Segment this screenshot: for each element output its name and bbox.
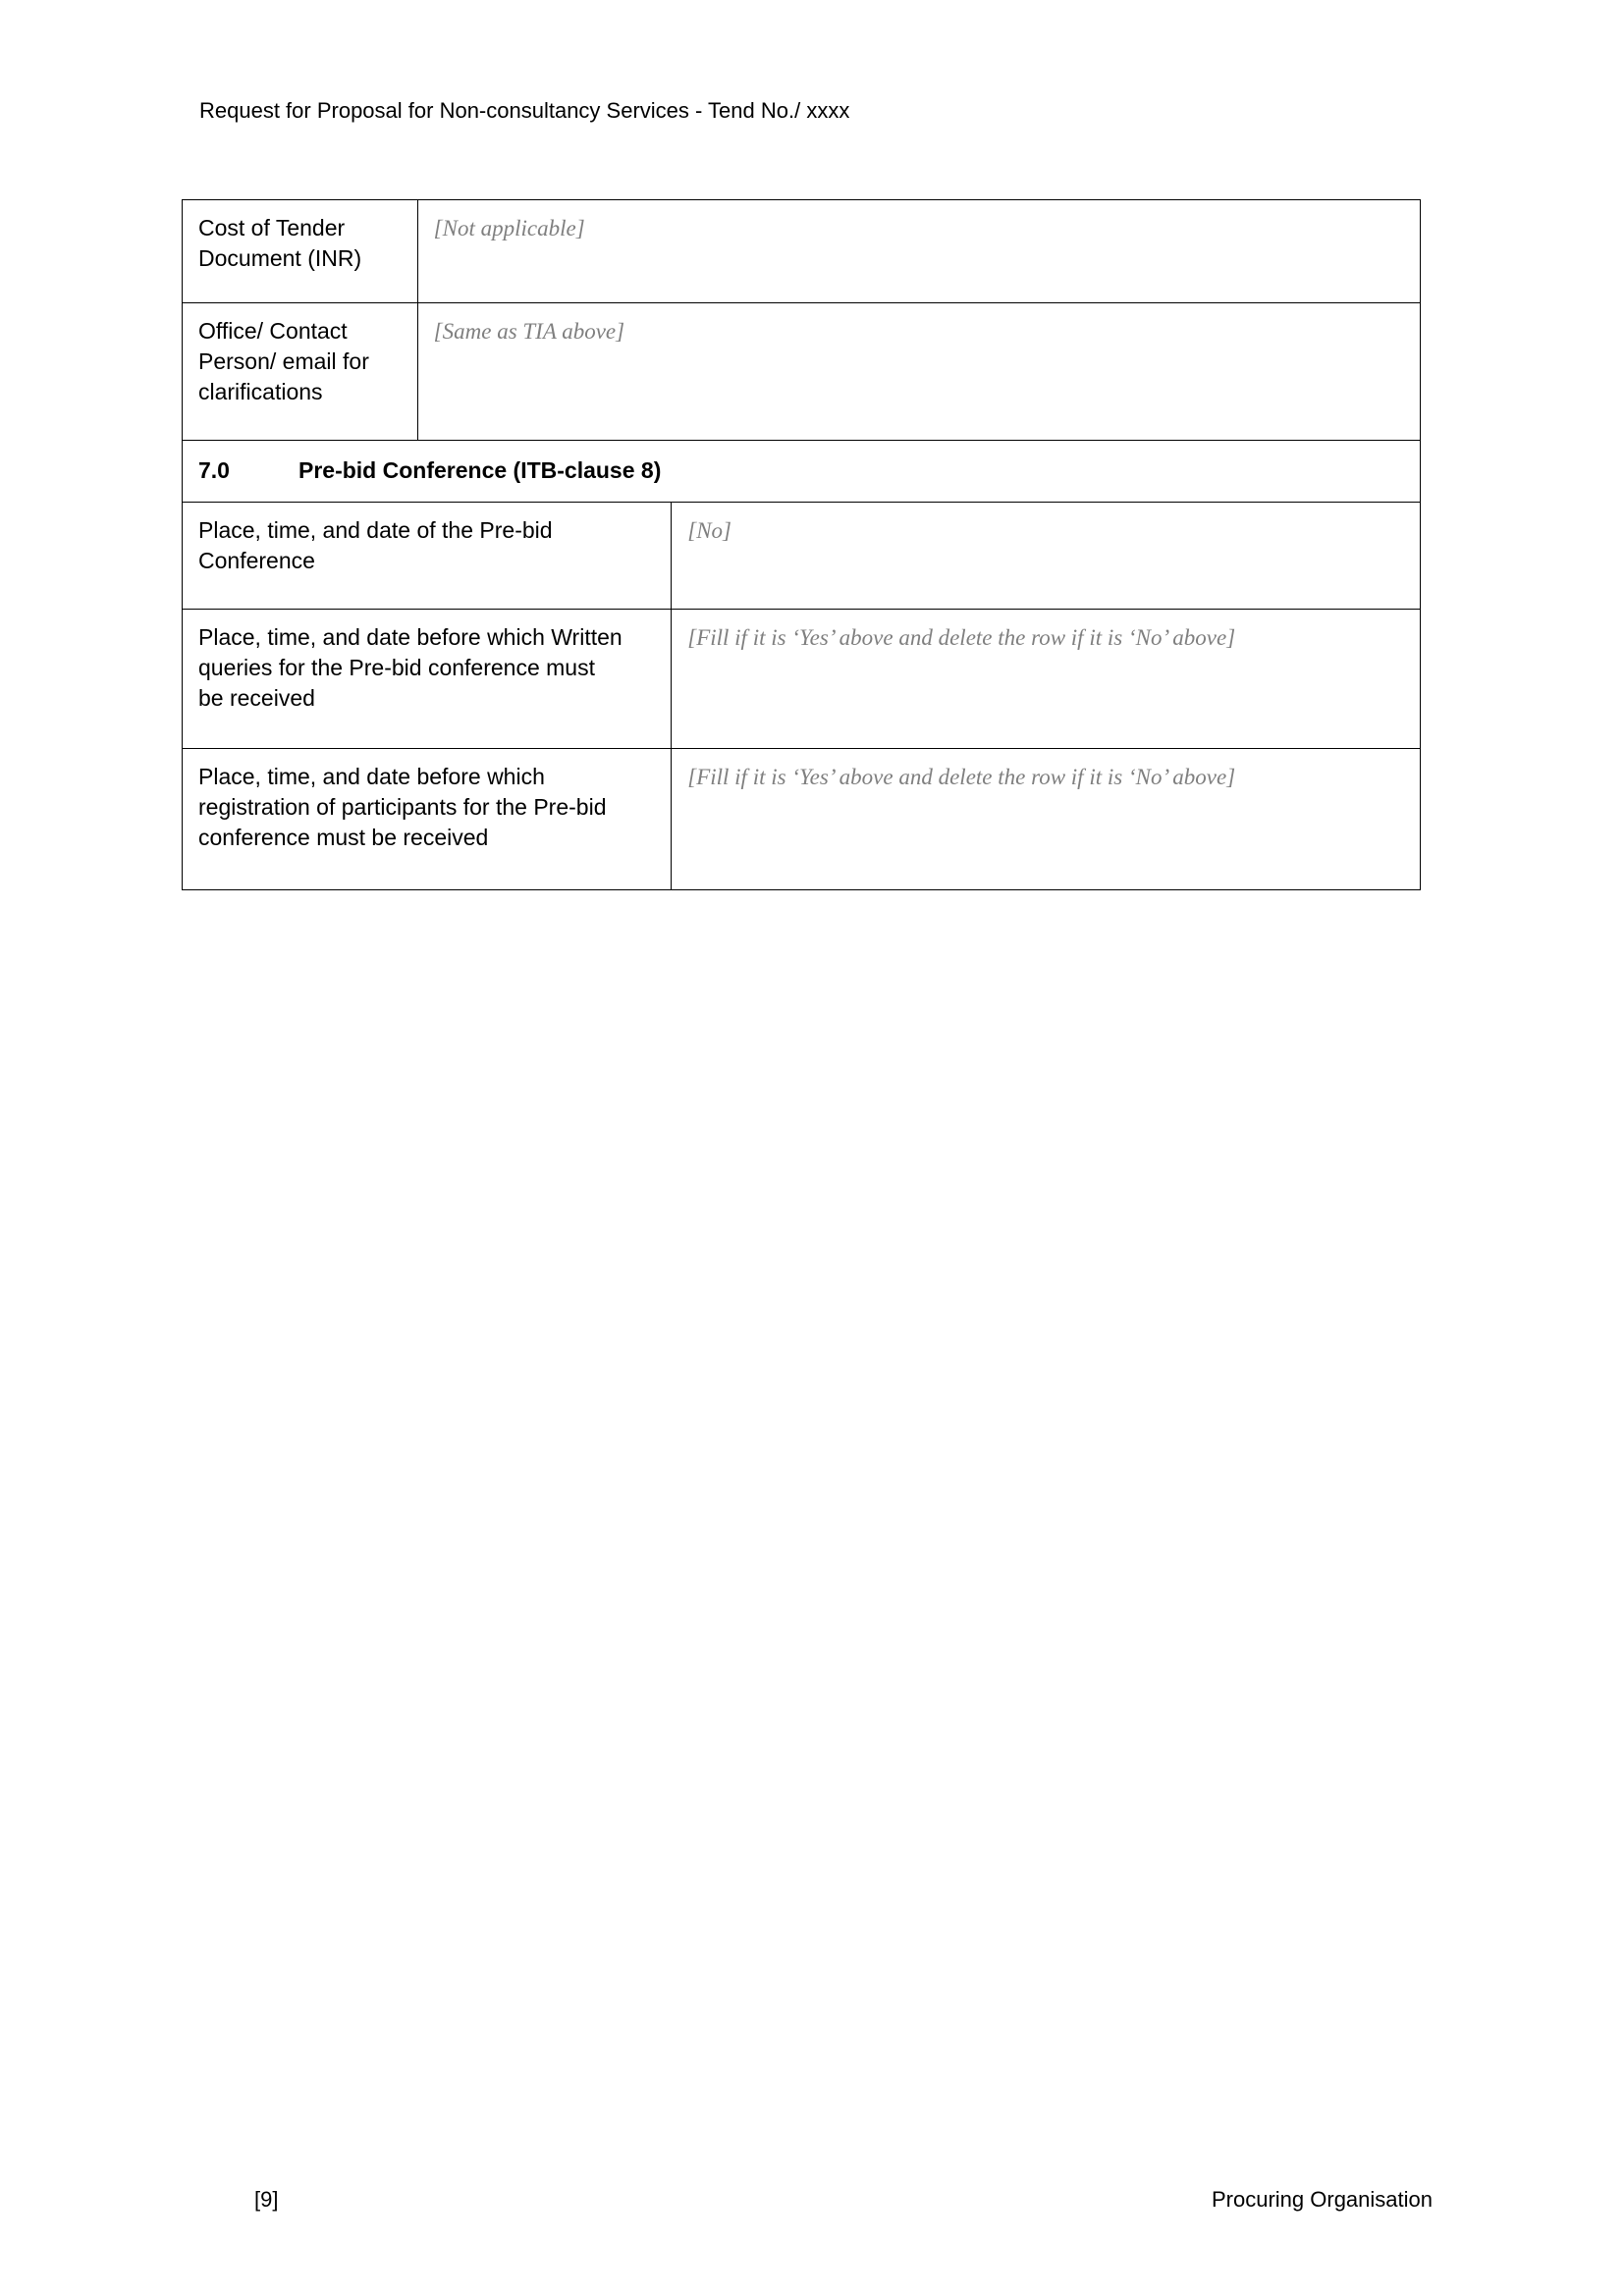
section-header-row — [183, 441, 1420, 503]
row-label-office-contact: Office/ Contact Person/ email for clarifications — [183, 303, 418, 440]
row-value-cost-of-tender: [Not applicable] — [433, 216, 585, 240]
table-row — [183, 610, 1420, 749]
table-row — [183, 503, 1420, 610]
data-sheet-table — [182, 199, 1421, 890]
footer-organisation: Procuring Organisation — [1211, 2187, 1433, 2212]
row-label-prebid-place-time: Place, time, and date of the Pre-bid Conference — [183, 503, 672, 609]
document-header-title: Request for Proposal for Non-consultancy Services - Tend No./ xxxx — [199, 98, 850, 123]
section-number: 7.0 — [198, 457, 230, 483]
table-row — [183, 749, 1420, 889]
section-title: Pre-bid Conference (ITB-clause 8) — [298, 457, 662, 483]
row-label-cost-of-tender: Cost of Tender Document (INR) — [183, 200, 418, 302]
table-row — [183, 200, 1420, 303]
row-value-office-contact: [Same as TIA above] — [433, 319, 625, 344]
row-label-registration-participants: Place, time, and date before which registration of participants for the Pre-bid conference must be received — [183, 749, 672, 889]
table-row — [183, 303, 1420, 441]
row-label-written-queries: Place, time, and date before which Written queries for the Pre-bid conference must be received — [183, 610, 672, 748]
section-header — [183, 441, 1420, 502]
row-value-registration-participants: [Fill if it is ‘Yes’ above and delete the row if it is ‘No’ above] — [687, 765, 1236, 789]
row-value-written-queries: [Fill if it is ‘Yes’ above and delete the row if it is ‘No’ above] — [687, 625, 1236, 650]
row-value-prebid-place-time: [No] — [687, 518, 731, 543]
footer-page-number: [9] — [254, 2187, 279, 2212]
